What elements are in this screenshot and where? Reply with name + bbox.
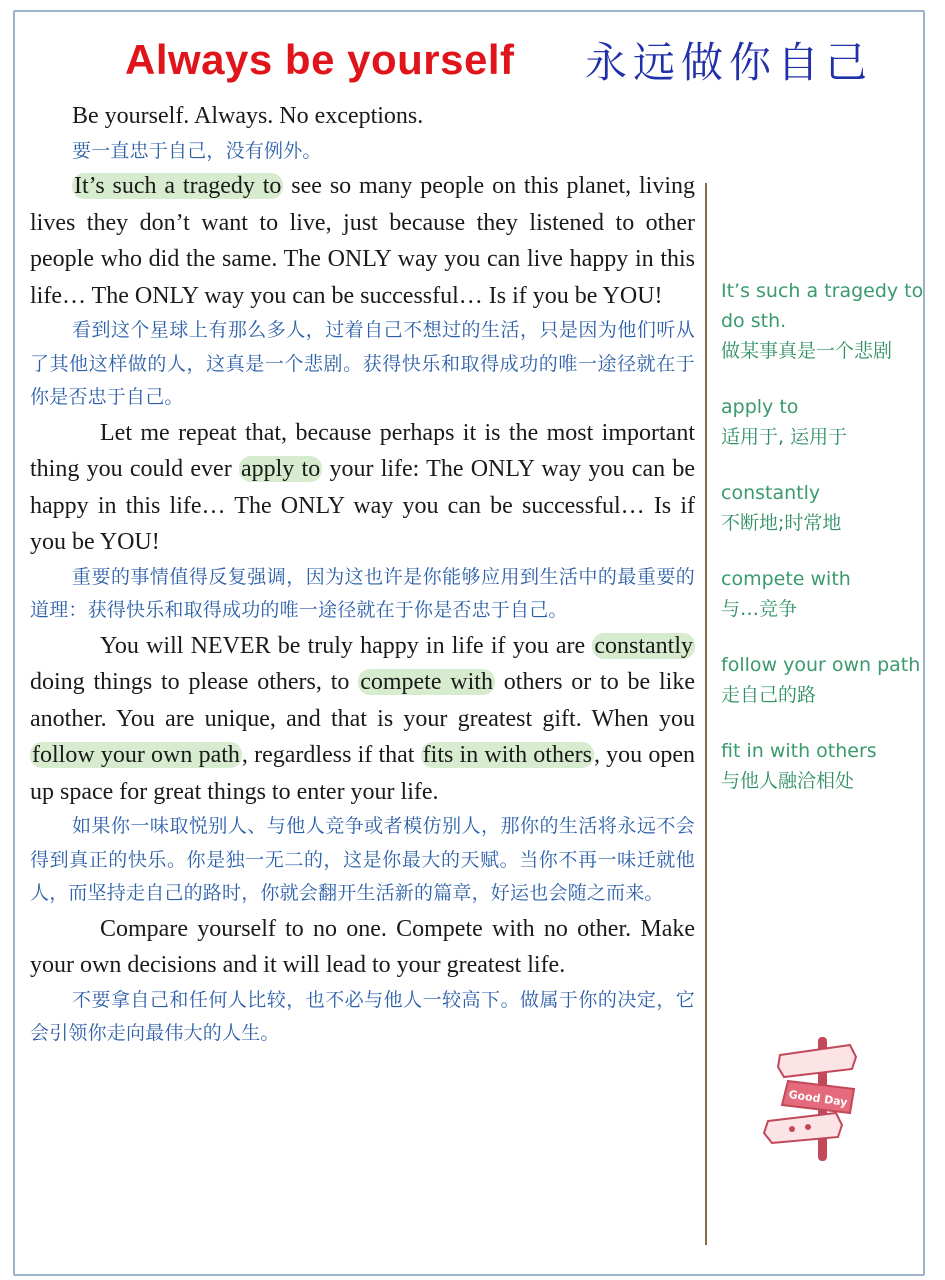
vocab-item — [721, 650, 926, 710]
title-chinese: 永远做你自己 — [585, 38, 874, 87]
vocab-term: compete with — [721, 568, 851, 590]
paragraph-3-english — [30, 415, 695, 561]
vocab-definition: 做某事真是一个悲剧 — [721, 340, 893, 362]
vocab-item — [721, 276, 926, 366]
paragraph-1-chinese: 要一直忠于自己，没有例外。 — [72, 139, 322, 162]
signpost-icon — [758, 1033, 868, 1163]
paragraph-4-chinese: 如果你一味取悦别人、与他人竞争或者模仿别人，那你的生活将永远不会得到真正的快乐。你是独一无二的，这是你最大的天赋。当你不再一味迁就他人，而坚持走自己的路时，你就会翻开生活新的篇章，好运也会随之而来。 — [30, 815, 695, 904]
vocab-definition: 不断地;时常地 — [721, 512, 842, 534]
signpost-label: Good Day — [787, 1087, 849, 1110]
title-english: Always be yourself — [125, 36, 515, 83]
vocab-definition: 走自己的路 — [721, 684, 817, 706]
paragraph-3-text-b: your life: The ONLY way you can be happy in this life… The ONLY way you can be successful… Is if you be YOU! — [30, 456, 696, 555]
highlight-fits-in-with-others: fits in with others — [422, 742, 592, 768]
vocabulary-sidebar — [721, 276, 926, 822]
paragraph-2-text: see so many people on this planet, living lives they don’t want to live, just because they listened to other people who did the same. The ONLY way you can live happy in this life… The ONLY way you can be successful… Is if you be YOU! — [30, 173, 695, 309]
vocab-item — [721, 564, 926, 624]
highlight-compete-with: compete with — [360, 669, 493, 695]
vocab-definition: 适用于, 运用于 — [721, 426, 848, 448]
paragraph-5-english: Compare yourself to no one. Compete with no other. Make your own decisions and it will lead to your greatest life. — [30, 915, 695, 978]
paragraph-2-english — [30, 168, 695, 314]
vocab-term: constantly — [721, 482, 821, 504]
highlight-follow-your-own-path: follow your own path — [32, 742, 240, 768]
paragraph-2-chinese: 看到这个星球上有那么多人，过着自己不想过的生活，只是因为他们听从了其他这样做的人，这真是一个悲剧。获得快乐和取得成功的唯一途径就在于你是否忠于自己。 — [30, 319, 695, 408]
vocab-definition: 与…竞争 — [721, 598, 798, 620]
highlight-apply-to: apply to — [240, 456, 321, 482]
paragraph-3-text-a: Let me repeat that, because perhaps it is the most important thing you could ever — [30, 419, 695, 482]
column-divider — [705, 183, 707, 1245]
paragraph-4-text-e: , you open up space for great things to enter your life. — [30, 742, 695, 805]
paragraph-4-text-b: doing things to please others, to — [30, 669, 359, 695]
vocab-item — [721, 478, 926, 538]
vocab-term: fit in with others — [721, 740, 877, 762]
paragraph-4-english — [30, 628, 695, 811]
vocab-term: It’s such a tragedy to do sth. — [721, 280, 924, 332]
paragraph-5-chinese: 不要拿自己和任何人比较，也不必与他人一较高下。做属于你的决定，它会引领你走向最伟大的人生。 — [30, 988, 695, 1044]
paragraph-4-text-c: others or to be like another. You are unique, and that is your greatest gift. When you — [30, 669, 695, 732]
paragraph-4-text-d: , regardless if that — [241, 742, 421, 768]
paragraph-3-chinese: 重要的事情值得反复强调，因为这也许是你能够应用到生活中的最重要的道理：获得快乐和取得成功的唯一途径就在于你是否忠于自己。 — [30, 565, 695, 621]
vocab-term: follow your own path — [721, 654, 921, 676]
vocab-definition: 与他人融洽相处 — [721, 770, 855, 792]
vocab-item — [721, 736, 926, 796]
article-body — [30, 98, 695, 1051]
highlight-constantly: constantly — [594, 632, 693, 659]
vocab-item — [721, 392, 926, 452]
paragraph-1-english: Be yourself. Always. No exceptions. — [72, 103, 424, 129]
vocab-term: apply to — [721, 396, 799, 418]
paragraph-4-text-a: You will NEVER be truly happy in life if you are — [100, 632, 593, 659]
highlight-tragedy: It’s such a tragedy to — [74, 173, 282, 199]
